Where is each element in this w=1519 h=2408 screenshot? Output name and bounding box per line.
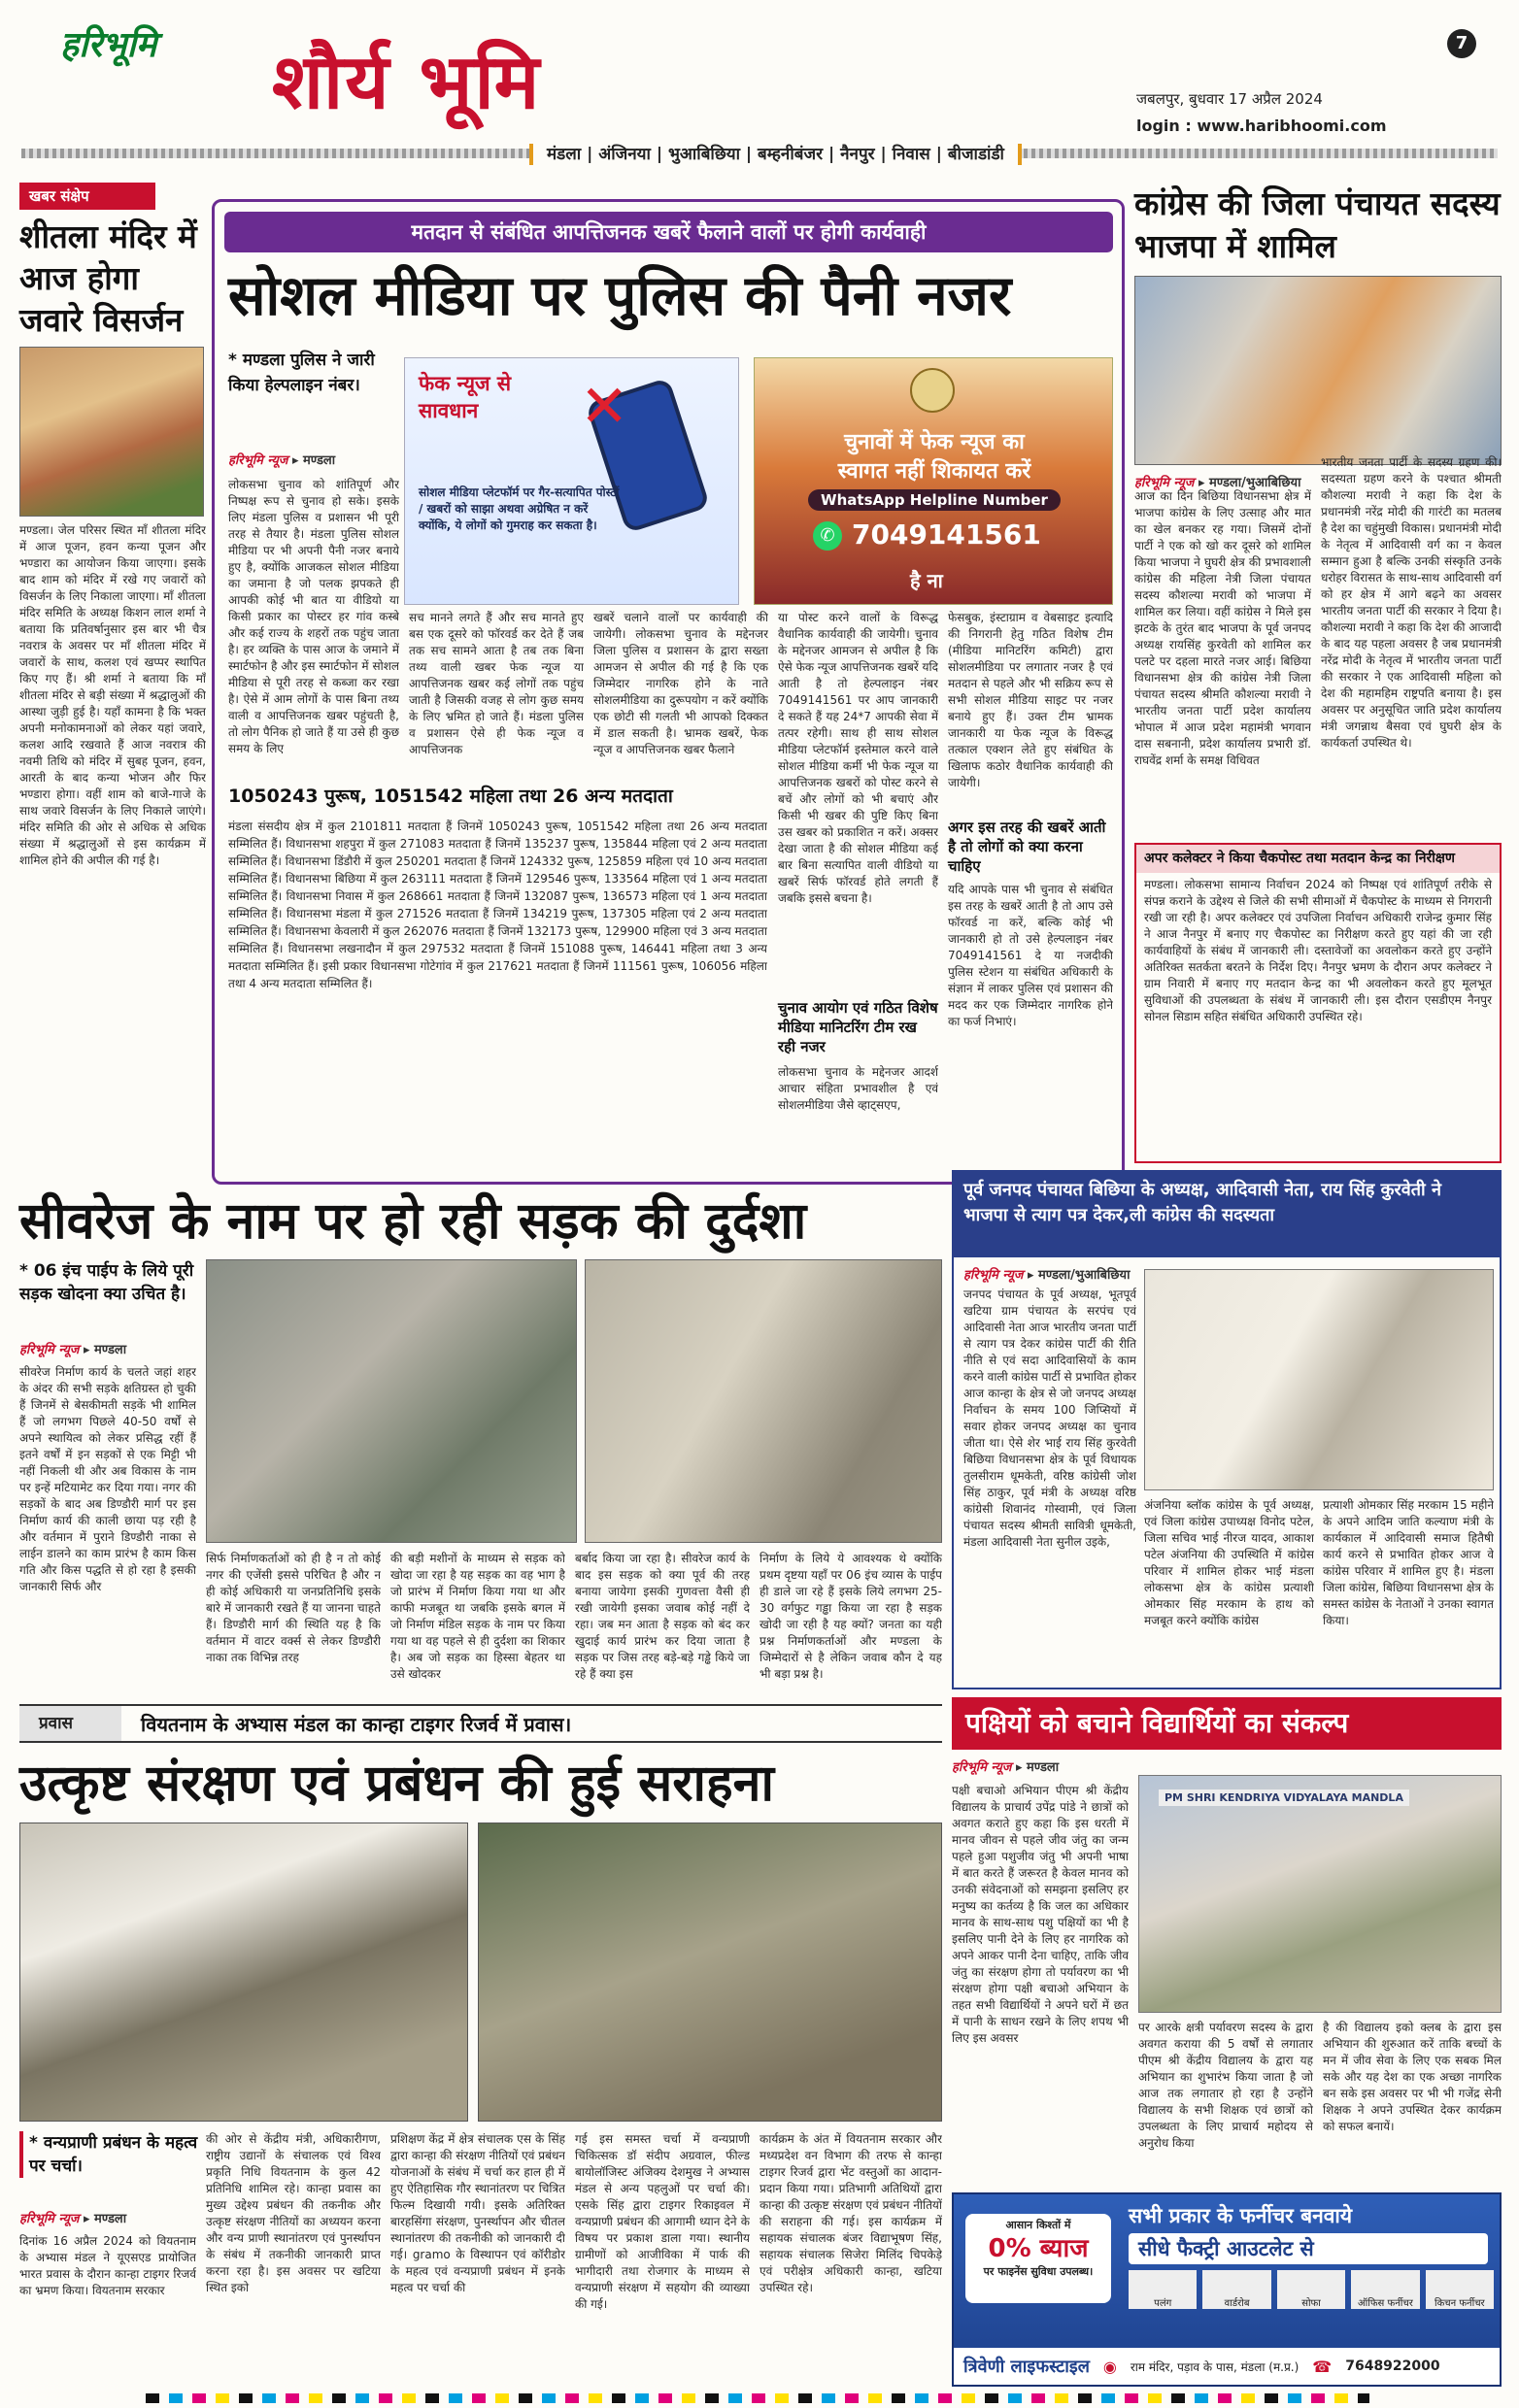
graphic2-tail: है ना — [910, 569, 943, 592]
raisingh-col2: अंजनिया ब्लॉक कांग्रेस के पूर्व अध्यक्ष, एवं जिला कांग्रेस उपाध्यक्ष विनोद पटेल, जिला सचिव भाई नीरज यादव, आकाश पटेल अंजनिया की उपस्थिति में कांग्रेस परिवार में शामिल होकर भाई मंडला लोकसभा क्षेत्र के कांग्रेस प्रत्याशी ओमकार सिंह मरकाम के हाथ को मजबूत करने क्योंकि कांग्रेस — [1144, 1498, 1314, 1627]
graphic2-label: WhatsApp Helpline Number — [808, 489, 1061, 511]
congress-byline: हरिभूमि न्यूज ▸ मण्डला/भुआबिछिया — [1134, 476, 1301, 490]
sewerage-byline: हरिभूमि न्यूज ▸ मण्डला — [19, 1343, 127, 1357]
page-number: 7 — [1447, 29, 1476, 58]
graphic2-line1: चुनावों में फेक न्यूज का — [844, 430, 1025, 454]
left-brief — [19, 183, 206, 1183]
graphic1-text: सोशल मीडिया प्लेटफॉर्म पर गैर-सत्यापित पोस्टों / खबरों को साझा अथवा अग्रेषित न करें क्योंकि, ये लोगों को गुमराह कर सकता है। — [419, 485, 620, 532]
places-bar: मंडला | अंजिनया | भुआबिछिया | बम्हनीबंजर | नैनपुर | निवास | बीजाडांडी — [529, 144, 1022, 165]
masthead — [0, 0, 1519, 170]
school-sign: PM SHRI KENDRIYA VIDYALAYA MANDLA — [1159, 1789, 1409, 1806]
sewerage-col1: सीवरेज निर्माण कार्य के चलते जहां शहर के अंदर की सभी सड़के क्षतिग्रस्त हो चुकी हैं जिनमें से बेसकीमती सड़कें भी शामिल हैं जो लगभग पिछले 40-50 वर्षों से अपने स्थायित्व को लेकर प्रसिद्ध रहीं हैं इतने वर्षों में इन सड़कों से एक मिट्टी भी नहीं निकली थी और अब विकास के नाम पर इन्हें मटियामेट कर दिया गया। नगर की सड़कों के बाद अब डिण्डौरी मार्ग पर इस निर्माण कार्य की काली छाया पड़ रही है और वर्तमान में पुराने डिण्डौरी नाका से लाईन डालने का काम प्रारंभ है काम किस गति और किस पद्धति से हो रहा है इसकी जानकारी सिर्फ और — [19, 1365, 196, 1593]
collector-box — [1134, 843, 1502, 1163]
main-kicker: मतदान से संबंधित आपत्तिजनक खबरें फैलाने वालों पर होगी कार्यवाही — [224, 212, 1113, 252]
kanha-col2: की ओर से केंद्रीय मंत्री, अधिकारीगण, राष्ट्रीय उद्यानों के संचालक एवं विश्व प्रकृति निधि वियतनाम के कुल 42 प्रतिनिधि शामिल रहे। कान्हा प्रवास का मुख्य उद्देश्य प्रबंधन की तकनीक और उत्कृष्ट संरक्षण नीतियों का अध्ययन करना और वन्य प्राणी स्थानांतरण एवं पुनर्स्थापन के संबंध में तकनीकी जानकारी प्राप्त करना रहा है। इस अवसर पर खटिया स्थित इको — [206, 2132, 381, 2294]
ad-item: सोफा — [1277, 2270, 1345, 2309]
raisingh-headline: पूर्व जनपद पंचायत बिछिया के अध्यक्ष, आदिवासी नेता, राय सिंह कुरवेती ने भाजपा से त्याग पत्र देकर,ली कांग्रेस की सदस्यता — [954, 1172, 1500, 1257]
byline-brand: हरिभूमि न्यूज — [1134, 476, 1195, 490]
kanha-col1: दिनांक 16 अप्रैल 2024 को वियतनाम के अभ्यास मंडल ने यूएसएड प्रायोजित भारत प्रवास के दौरान कान्हा टाइगर रिजर्व का भ्रमण किया। वियतनाम सरकार — [19, 2234, 196, 2297]
ad-footer — [954, 2348, 1500, 2385]
raisingh-story — [952, 1170, 1502, 1689]
main-col4-subhead: चुनाव आयोग एवं गठित विशेष मीडिया मानिटरिंग टीम रख रही नजर — [778, 999, 938, 1055]
road-photo-1 — [206, 1259, 577, 1543]
byline-place: मण्डला — [1027, 1760, 1060, 1775]
ad-line2: सीधे फैक्ट्री आउटलेट से — [1129, 2233, 1488, 2264]
ad-shop-name: त्रिवेणी लाइफस्टाइल — [963, 2357, 1090, 2377]
kanha-subhead: * वन्यप्राणी प्रबंधन के महत्व पर चर्चा। — [29, 2131, 204, 2178]
main-col2: सच मानने लगते हैं और सच मानते हुए बस एक दूसरे को फॉरवर्ड कर देते हैं जब तक सच सामने आता है तब तक बिना तथ्य वाली खबर फेक न्यूज या आपत्तिजनक खबर कई लोगों तक पहुंच जाती है जिसकी वजह से लोग कुछ समय के लिए भ्रमित हो जाते हैं। मंडला पुलिस व प्रशासन ऐसे ही फेक न्यूज व आपत्तिजनक — [409, 611, 584, 756]
kanha-col4: गई इस समस्त चर्चा में वन्यप्राणी चिकित्सक डॉ संदीप अग्रवाल, फील्ड बायोलॉजिस्ट अंजिक्य देशमुख ने अभ्यास मंडल से अन्य पहलुओं पर चर्चा की। एसके सिंह द्वारा टाइगर रिकाइवल में वन्यप्राणी प्रबंधन की आगामी ध्यान देने के विषय पर प्रकाश डाला गया। स्थानीय ग्रामीणों को आजीविका में पार्क की भागीदारी तथा रोजगार के माध्यम से वन्यप्राणी संरक्षण में सहयोग की व्याख्या की गई। — [575, 2132, 750, 2311]
sewerage-col5: निर्माण के लिये ये आवश्यक थे क्योंकि प्रथम दृष्टया यहाँ पर 06 इंच व्यास के पाईप ही डाले जा रहे हैं इसके लिये लगभग 25-30 वर्गफुट गड्ढा किया जा रहा है सड़क खोदी जा रही है यह क्यों? जनता का यही प्रश्न निर्माणकर्ताओं और मण्डला के जिम्मेदारों से है लेकिन जवाब कौन दे यह भी बड़ा प्रश्न है। — [760, 1552, 942, 1681]
kanha-col3: प्रशिक्षण केंद्र में क्षेत्र संचालक एस के सिंह द्वारा कान्हा की संरक्षण नीतियों एवं प्रबंधन योजनाओं के संबंध में चर्चा कर हाल ही में हुए ऐतिहासिक गौर स्थानांतरण पर चित्रित फिल्म दिखायी गयी। इसके अतिरिक्त बारहसिंगा संरक्षण, पुनर्स्थापन और चीतल स्थानांतरण की तकनीकी को जानकारी दी गई। gramo के विस्थापन एवं कॉरीडोर के महत्व एवं वन्यप्राणी प्रबंधन में इनके महत्व पर चर्चा की — [390, 2132, 565, 2294]
furniture-advert — [952, 2192, 1502, 2387]
brand-logo: हरिभूमि — [60, 25, 157, 65]
ad-item: वार्डरोब — [1202, 2270, 1270, 2309]
fake-news-graphic — [404, 357, 739, 605]
ad-item: ऑफिस फर्नीचर — [1351, 2270, 1419, 2309]
students-col1: पक्षी बचाओ अभियान पीएम श्री केंद्रीय विद्यालय के प्राचार्य उपेंद्र पांडे ने छात्रों को अवगत कराते हुए कहा कि इस धरती में मानव जीवन से पहले जीव जंतु का जन्म पहले हुआ पशुजीव जंतु भी अपनी भाषा में बात करते हैं जरूरत है केवल मानव को उनकी संवेदनाओं को समझना इसलिए हर मनुष्य का कर्तव्य है कि जल का अधिकार मानव के साथ-साथ पशु पक्षियों का भी है इसलिए पानी देने के लिए हर नागरिक को अपने आकर पानी देना चाहिए, ताकि जीव जंतु का संरक्षण होगा तो पर्यावरण का भी संरक्षण होगा पक्षी बचाओ अभियान के तहत सभी विद्यार्थियों ने अपने घरों में छत में पानी के साधन रखने के लिए शपथ भी लिए इस अवसर — [952, 1784, 1129, 2045]
kanha-story — [19, 1704, 942, 2398]
byline-place: मण्डला — [94, 2212, 127, 2226]
kanha-subhead-box — [19, 2131, 204, 2178]
byline-place: मण्डला — [94, 1343, 127, 1357]
main-col5-subhead: अगर इस तरह की खबरें आती है तो लोगों को क्या करना चाहिए — [948, 819, 1106, 875]
main-headline: सोशल मीडिया पर पुलिस की पैनी नजर — [228, 264, 1012, 328]
byline-place: मण्डला — [303, 453, 336, 468]
kanha-photo-2 — [478, 1823, 942, 2122]
voters-head: 1050243 पुरूष, 1051542 महिला तथा 26 अन्य मतदाता — [228, 786, 673, 807]
collector-head: अपर कलेक्टर ने किया चैकपोस्ट तथा मतदान केन्द्र का निरीक्षण — [1136, 845, 1500, 873]
graphic1-title: फेक न्यूज से सावधान — [419, 372, 512, 422]
ad-offer — [965, 2214, 1111, 2303]
police-emblem-icon — [910, 368, 955, 413]
date-line: जबलपुर, बुधवार 17 अप्रैल 2024 — [1136, 90, 1323, 108]
road-photo-2 — [585, 1259, 942, 1543]
ad-item: किचन फर्नीचर — [1426, 2270, 1494, 2309]
congress-col1: आज का दिन बिछिया विधानसभा क्षेत्र में भाजपा कांग्रेस के लिए उत्साह और मात का खेल बनकर रह गया। जिसमें दोनों पार्टी ने एक को खो कर दूसरे को शामिल किया भाजपा ने घुघरी क्षेत्र की प्रभावशाली कांग्रेस की महिला नेत्री जिला पंचायत सदस्य कौशल्या मरावी को भाजपा में शामिल कर लिया। वहीं कांग्रेस ने मिले इस झटके के तुरंत बाद भाजपा के पूर्व जनपद अध्यक्ष रायसिंह कुरवेती को शामिल कर पलटे पर दहला मारते नजर आई। बिछिया विधानसभा क्षेत्र की कांग्रेस नेत्री जिला पंचायत सदस्य श्रीमति कौशल्या मरावी ने भारतीय जनता पार्टी प्रदेश कार्यालय भोपाल में आज प्रदेश महामंत्री भगवान दास सबनानी, प्रदेश कार्यालय प्रभारी डॉ. राघवेंद्र शर्मा के समक्ष विधिवत — [1134, 489, 1311, 767]
whatsapp-graphic — [754, 357, 1113, 605]
students-story — [952, 1697, 1502, 2183]
kanha-byline: हरिभूमि न्यूज ▸ मण्डला — [19, 2212, 127, 2226]
byline-place: मण्डला/भुआबिछिया — [1209, 476, 1301, 490]
ad-address: राम मंदिर, पड़ाव के पास, मंडला (म.प्र.) — [1130, 2359, 1300, 2374]
main-col5b: यदि आपके पास भी चुनाव से संबंधित इस तरह के खबरें आती है तो आप उसे फॉरवर्ड ना करें, बल्कि कोई भी जानकारी हो तो उसे हेल्पलाइन नंबर 7049141561 दे या नजदीकी पुलिस स्टेशन या संबंधित अधिकारी के संज्ञान में लाकर पुलिस एवं प्रशासन की मदद कर एक जिम्मेदार नागरिक होने का फर्ज निभाएं। — [948, 883, 1113, 1028]
main-col1: लोकसभा चुनाव को शांतिपूर्ण और निष्पक्ष रूप से चुनाव हो सके। इसके लिए मंडला पुलिस व प्रशासन भी पूरी तरह से तैयार है। मंडला पुलिस सोशल मीडिया पर भी अपनी पैनी नजर बनाये हुए है, क्योंकि आजकल सोशल मीडिया का जमाना है जो पलक झपकते ही आपकी कोई भी बात या वीडियो या किसी प्रकार का पोस्टर हर गांव कस्बे और कई राज्य के शहरों तक पहुंच जाता है। हर व्यक्ति के पास आज के जमाने में स्मार्टफोन है और इस स्मार्टफोन में सोशल मीडिया से पूरी तरह से कब्जा कर रखा है। ऐसे में आम लोगों के पास बिना तथ्य वाली व आपत्तिजनक खबर पहुंचती है, तो लोग पैनिक हो जाते हैं या उसे ही कुछ समय के लिए — [228, 478, 399, 755]
main-col4b: लोकसभा चुनाव के मद्देनजर आदर्श आचार संहिता प्रभावशील है एवं सोशलमीडिया जैसे व्हाट्सएप, — [778, 1065, 938, 1112]
phone-icon: ☎ — [1312, 2357, 1333, 2376]
main-col5: फेसबुक, इंस्टाग्राम व वेबसाइट इत्यादि की निगरानी हेतु गठित विशेष टीम (मीडिया मानिटरिंग कमिटी) द्वारा सोशलमीडिया पर लगातार नजर है एवं मतदान से पहले और भी सक्रिय रूप से सभी सोशल मीडिया साइट पर नजर बनाये हुए हैं। उक्त टीम भ्रामक जानकारी या फेक न्यूज के विरूद्ध तत्काल एक्शन लेते हुए संबंधित के खिलाफ कठोर वैधानिक कार्यवाही की जायेगी। — [948, 611, 1113, 789]
congress-headline: कांग्रेस की जिला पंचायत सदस्य भाजपा में शामिल — [1134, 184, 1501, 265]
ad-phone: 7648922000 — [1345, 2358, 1440, 2374]
sewerage-headline: सीवरेज के नाम पर हो रही सड़क की दुर्दशा — [19, 1192, 807, 1251]
graphic2-line2: स्वागत नहीं शिकायत करें — [837, 459, 1031, 484]
main-subhead: * मण्डला पुलिस ने जारी किया हेल्पलाइन नंबर। — [228, 348, 403, 398]
main-col4: या पोस्ट करने वालों के विरूद्ध वैधानिक कार्यवाही की जायेगी। चुनाव के मद्देनजर आमजन से अपील है कि ऐसे फेक न्यूज आपत्तिजनक खबरें यदि आती है तो हेल्पलाइन नंबर 7049141561 पर आप जानकारी दे सकते हैं यह 24*7 आपकी सेवा में तत्पर रहेगी। साथ ही साथ सोशल मीडिया प्लेटफॉर्म इस्तेमाल करने वाले सोशल मीडिया कर्मी भी फेक न्यूज या आपत्तिजनक खबरों को पोस्ट करने से बचें और लोगों को भी बचाएं और किसी भी खबर की पुष्टि किए बिना उस खबर को प्रकाशित न करें। अक्सर देखा जाता है की सोशल मीडिया कई बार बिना सत्यापित वाली वीडियो या खबरें सिर्फ फॉरवर्ड होते लगती हैं जबकि इससे बचना है। — [778, 611, 938, 905]
byline-place: मण्डला/भुआबिछिया — [1038, 1268, 1131, 1283]
location-icon: ◉ — [1102, 2357, 1117, 2376]
students-col2: पर आरके क्षत्री पर्यावरण सदस्य के द्वारा अवगत कराया की 5 वर्षों से लगातार पीएम श्री केंद्रीय विद्यालय के द्वारा यह अभियान का शुभारंभ किया जाता है जो आज तक लगातार हो रहा है उन्होंने विद्यालय के सभी शिक्षक एवं छात्रों को उपलब्धता के लिए प्राचार्य महोदय से अनुरोध किया — [1138, 2021, 1313, 2150]
ad-offer-big: 0% ब्याज — [988, 2234, 1089, 2263]
sewerage-subhead: * 06 इंच पाईप के लिये पूरी सड़क खोदना क्या उचित है। — [19, 1259, 194, 1306]
ad-items — [1129, 2270, 1494, 2309]
students-headline: पक्षियों को बचाने विद्यार्थियों का संकल्प — [952, 1697, 1502, 1750]
sewerage-col2: सिर्फ निर्माणकर्ताओं को ही है न तो कोई नगर की एजेंसी इससे परिचित है और न ही कोई अधिकारी या जनप्रतिनिधि इसके बारे में जानकारी रखते हैं या जानना चाहते हैं। डिण्डौरी मार्ग की स्थिति यह है कि वर्तमान में वाटर वर्क्स से लेकर डिण्डौरी नाका तक विभिन्न तरह — [206, 1552, 381, 1664]
ad-offer-bottom: पर फाइनेंस सुविधा उपलब्ध। — [983, 2265, 1094, 2278]
kanha-headline: उत्कृष्ट संरक्षण एवं प्रबंधन की हुई सराहना — [19, 1755, 774, 1813]
kanha-kicker: वियतनाम के अभ्यास मंडल का कान्हा टाइगर रिजर्व में प्रवास। — [141, 1712, 572, 1736]
kanha-col5: कार्यक्रम के अंत में वियतनाम सरकार और मध्यप्रदेश वन विभाग की तरफ से कान्हा टाइगर रिजर्व द्वारा भेंट वस्तुओं का आदान-प्रदान किया गया। प्रतिभागी अतिथियों द्वारा कान्हा की उत्कृष्ट संरक्षण एवं प्रबंधन नीतियों की सराहना की गई। इस कार्यक्रम में सहायक संचालक बंजर विद्याभूषण सिंह, सहायक संचालक सिजेरा मिलिंद चिपकेड़े एवं परीक्षेत्र अधिकारी कान्हा, खटिया उपस्थित रहे। — [760, 2132, 942, 2294]
brief-body: मण्डला। जेल परिसर स्थित माँ शीतला मंदिर में आज पूजन, हवन कन्या पूजन और भण्डारा का आयोजन किया जाएगा। इसके बाद शाम को मंदिर में रखे गए जवारों को विसर्जन के लिए निकाला जाएगा। माँ शीतला मंदिर समिति के अध्यक्ष किशन लाल शर्मा ने बताया कि प्रतिवर्षानुसार इस बार भी चैत्र नवरात्र के अवसर पर माँ शीतला मंदिर में जवारों के साथ, कलश एवं खप्पर स्थापित किए गए हैं। श्री शर्मा ने बताया कि माँ शीतला मंदिर से बड़ी संख्या में श्रद्धालुओं की आस्था जुड़ी हुई है। यहाँ कामना है कि भक्त अपनी मनोकामनाओं को लेकर यहां जवारे, कलश आदि रखवाते हैं आज नवरात्र की नवमी तिथि को मंदिर में सुबह पूजन, हवन, आरती के बाद कन्या भोजन और फिर भण्डारा होगा। वहीं शाम को बाजे-गाजे के साथ जवारे विसर्जन के लिए निकाले जाएंगे। मंदिर समिति की ओर से अधिक से अधिक संख्या में श्रद्धालुओं से इस कार्यक्रम में शामिल होने की अपील की गई है। — [19, 523, 206, 867]
students-photo — [1138, 1775, 1502, 2013]
byline-brand: हरिभूमि न्यूज — [228, 453, 288, 468]
congress-col2: भारतीय जनता पार्टी के सदस्य ग्रहण की। सदस्यता ग्रहण करने के पश्चात श्रीमती कौशल्या मरावी ने कहा कि देश के प्रधानमंत्री नरेंद्र मोदी की गारंटी का मतलब है देश का चहुंमुखी विकास। प्रधानमंत्री मोदी के नेतृत्व में आदिवासी वर्ग का न केवल सम्मान हुआ है बल्कि उनकी संस्कृति उनके धरोहर विरासत के साथ-साथ आदिवासी वर्ग को हर क्षेत्र में आगे बढ़ने का अवसर भारतीय जनता पार्टी की सरकार ने दिया है। कौशल्या मरावी ने कहा कि देश की आजादी के बाद यह पहला अवसर है जब प्रधानमंत्री नरेंद्र मोदी के नेतृत्व में भारतीय जनता पार्टी की सरकार ने एक आदिवासी महिला को देश की महामहिम राष्ट्रपति बनाया है। इस अवसर पर अनुसूचित जाति प्रदेश कार्यालय मंत्री जगन्नाथ बैसवा एवं घुघरी क्षेत्र के कार्यकर्ता उपस्थित थे। — [1321, 455, 1502, 750]
brief-headline: शीतला मंदिर में आज होगा जवारे विसर्जन — [19, 217, 197, 339]
color-registration-bar — [146, 2393, 1369, 2403]
byline-brand: हरिभूमि न्यूज — [963, 1268, 1024, 1283]
congress-photo — [1134, 276, 1502, 465]
ad-offer-top: आसान किश्तों में — [1005, 2219, 1071, 2231]
raisingh-col3: प्रत्याशी ओमकार सिंह मरकाम 15 महीने के अपने आदिम जाति कल्याण मंत्री के कार्यकाल में आदिवासी समाज हितैषी कार्य करने से प्रभावित होकर आज वे कांग्रेस परिवार में शामिल हुए है। मंडला जिला कांग्रेस, बिछिया विधानसभा क्षेत्र के समस्त कांग्रेस के नेताओं ने उनका स्वागत किया। — [1323, 1498, 1494, 1627]
whatsapp-icon: ✆ — [813, 521, 842, 551]
sewerage-col4: बर्बाद किया जा रहा है। सीवरेज कार्य के बाद इस सड़क को क्या पूर्व की तरह बनाया जायेगा इसकी गुणवत्ता वैसी ही रखी जायेगी इसका जवाब कोई नहीं दे रहा। जब मन आता है सड़क को बंद कर खुदाई कार्य प्रारंभ कर दिया जाता है सड़क पर जिस तरह बड़े-बड़े गड्ढे किये जा रहे हैं क्या इस — [575, 1552, 750, 1681]
brief-photo — [19, 347, 204, 517]
brief-label: खबर संक्षेप — [19, 183, 155, 210]
byline-brand: हरिभूमि न्यूज — [19, 2212, 80, 2226]
kanha-photo-1 — [19, 1823, 468, 2122]
ad-item: पलंग — [1129, 2270, 1197, 2309]
voters-body: मंडला संसदीय क्षेत्र में कुल 2101811 मतदाता हैं जिनमें 1050243 पुरूष, 1051542 महिला तथा 26 अन्य मतदाता सम्मिलित हैं। विधानसभा शहपुरा में कुल 271083 मतदाता हैं जिनमें 135237 पुरूष, 135844 महिला एवं 2 अन्य मतदाता सम्मिलित हैं। विधानसभा डिंडौरी में कुल 250201 मतदाता हैं जिनमें 124332 पुरूष, 125859 महिला एवं 10 अन्य मतदाता सम्मिलित हैं। विधानसभा बिछिया में कुल 263111 मतदाता हैं जिनमें 129546 पुरूष, 133564 महिला एवं 1 अन्य मतदाता सम्मिलित हैं। विधानसभा निवास में कुल 268661 मतदाता हैं जिनमें 132087 पुरूष, 136573 महिला एवं 1 अन्य मतदाता सम्मिलित हैं। विधानसभा मंडला में कुल 271526 मतदाता हैं जिनमें 134219 पुरूष, 137305 महिला एवं 2 अन्य मतदाता सम्मिलित हैं। विधानसभा केवलारी में कुल 262076 मतदाता हैं जिनमें 132173 पुरूष, 129900 महिला एवं 3 अन्य मतदाता सम्मिलित हैं। विधानसभा लखनादौन में कुल 297532 मतदाता हैं जिनमें 151088 पुरूष, 146441 महिला तथा 3 अन्य मतदाता सम्मिलित हैं। इसी प्रकार विधानसभा गोटेगांव में कुल 217621 मतदाता हैं जिनमें 111561 पुरूष, 106056 महिला तथा 4 अन्य मतदाता सम्मिलित हैं। — [228, 819, 767, 990]
main-story — [212, 199, 1125, 1185]
raisingh-byline: हरिभूमि न्यूज ▸ मण्डला/भुआबिछिया — [963, 1268, 1131, 1283]
raisingh-photo — [1144, 1269, 1494, 1490]
kanha-label: प्रवास — [19, 1706, 121, 1741]
kanha-label-bar — [19, 1704, 942, 1743]
login-link[interactable]: login : www.haribhoomi.com — [1136, 117, 1387, 135]
congress-story — [1134, 183, 1502, 1183]
sewerage-story — [19, 1189, 942, 1694]
ad-line1: सभी प्रकार के फर्नीचर बनवाये — [1129, 2204, 1353, 2227]
cross-icon: ✕ — [580, 373, 629, 441]
section-title: शौर्य भूमि — [272, 39, 542, 126]
students-byline: हरिभूमि न्यूज ▸ मण्डला — [952, 1760, 1060, 1775]
main-byline: हरिभूमि न्यूज ▸ मण्डला — [228, 453, 336, 468]
students-col3: है की विद्यालय इको क्लब के द्वारा इस अभियान की शुरुआत करें ताकि बच्चों के मन में जीव सेवा के लिए एक सबक मिल सके और यह देश का एक अच्छा नागरिक बन सके इस अवसर पर भी भी गजेंद्र सेनी शिक्षक ने अपने उपस्थित देकर कार्यक्रम को सफल बनायें। — [1323, 2021, 1502, 2133]
raisingh-col1: जनपद पंचायत के पूर्व अध्यक्ष, भूतपूर्व खटिया ग्राम पंचायत के सरपंच एवं आदिवासी नेता आज भारतीय जनता पार्टी से त्याग पत्र देकर कांग्रेस पार्टी की रीति नीति से एवं सदा आदिवासियों के काम करने वाली कांग्रेस पार्टी से प्रभावित होकर आज कान्हा के क्षेत्र से जो जनपद अध्यक्ष निर्वाचन के समय 100 जिप्सियों में सवार होकर जनपद अध्यक्ष का चुनाव जीता था। ऐसे शेर भाई राय सिंह कुरवेती बिछिया विधानसभा क्षेत्र के पूर्व विधायक तुलसीराम धूमकेती, वरिष्ठ कांग्रेसी जोश सिंह ठाकुर, पूर्व मंत्री के अध्यक्ष वरिष्ठ कांग्रेसी शिवानंद गोस्वामी, एवं जिला पंचायत सदस्य श्रीमती सावित्री धूमकेती, मंडला आदिवासी नेता सुनील उइके, — [963, 1288, 1136, 1549]
collector-body: मण्डला। लोकसभा सामान्य निर्वाचन 2024 को निष्पक्ष एवं शांतिपूर्ण तरीके से संपन्न कराने के उद्देश्य से जिले की सभी सीमाओं में चैकपोस्ट के माध्यम से निगरानी रखी जा रही है। अपर कलेक्टर एवं उपजिला निर्वाचन अधिकारी राजेन्द्र कुमार सिंह ने आज नैनपुर में बनाए गए चैकपोस्ट का निरीक्षण करते हुए यहां की जा रही कार्यवाहियों के संबंध में जानकारी ली। दस्तावेजों का अवलोकन करते हुए उन्होंने अतिरिक्त सतर्कता बरतने के निर्देश दिए। नैनपुर भ्रमण के दौरान अपर कलेक्टर ने ग्राम निवारी में बनाए गए मतदान केन्द्र का भी अवलोकन करते हुए मूलभूत सुविधाओं की उपलब्धता के संबंध में जानकारी ली। इस दौरान एसडीएम नैनपुर सोनल सिडाम सहित संबंधित अधिकारी उपस्थित रहे। — [1144, 878, 1492, 1023]
sewerage-col3: की बड़ी मशीनों के माध्यम से सड़क को खोदा जा रहा है यह सड़क का वह भाग है जो प्रारंभ में निर्माण किया गया था और काफी मजबूत था जबकि इसके बगल में जो निर्माण मंडिल सड़क के नाम पर किया गया था वह पहले से ही दुर्दशा का शिकार है। अब जो सड़क का हिस्सा बेहतर था उसे खोदकर — [390, 1552, 565, 1681]
graphic2-number: 7049141561 — [852, 518, 1041, 551]
byline-brand: हरिभूमि न्यूज — [952, 1760, 1012, 1775]
byline-brand: हरिभूमि न्यूज — [19, 1343, 80, 1357]
main-col3: खबरें चलाने वालों पर कार्यवाही की जायेगी। लोकसभा चुनाव के मद्देनजर जिला पुलिस व प्रशासन के द्वारा सख्ता आमजन से अपील की गई है कि एक जिम्मेदार नागरिक होने के नाते सोशलमीडिया का दुरूपयोग न करें क्योंकि एक छोटी सी गलती भी आपको दिक्कत में डाल सकती है। भ्रामक खबरें, फेक न्यूज व आपत्तिजनक खबर फैलाने — [593, 611, 768, 756]
